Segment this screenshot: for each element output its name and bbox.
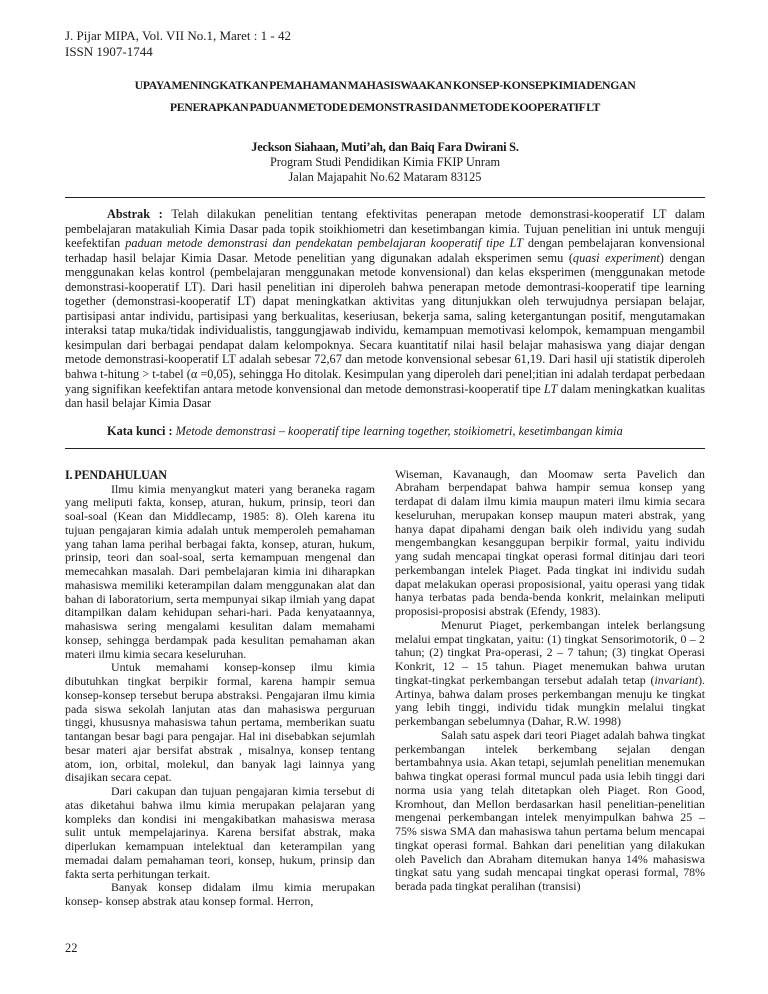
body-paragraph: Ilmu kimia menyangkut materi yang beraneka ragam yang meliputi fakta, konsep, aturan, hukum, prinsip, teori dan soal-soal (Kean dan Middlecamp, 1985: 8). Oleh karena itu tujuan pengajaran kimia adalah untuk memperoleh pemahaman yang tahan lama perihal berbagai fakta, konsep, aturan, hukum, prinsip, teori dan soal-soal, serta kemampuan mengenal dan memecahkan masalah. Dari pembelajaran kimia ini diharapkan mahasiswa memiliki keterampilan dalam menggunakan alat dan bahan di laboratorium, serta mempunyai sikap ilmiah yang dapat ditampilkan dalam kehidupan sehari-hari. Pada kenyataannya, mahasiswa sering mengalami kesulitan dalam memahami konsep, sehingga berdampak pada kesulitan pemahaman akan materi ilmu kimia secara keseluruhan. (65, 481, 375, 661)
section-heading-pendahuluan: I. PENDAHULUAN (65, 467, 167, 482)
abstract-paragraph: Abstrak : Telah dilakukan penelitian tentang efektivitas penerapan metode demonstrasi-kooperatif LT dalam pembelajaran matakuliah Kimia Dasar pada topik stoikhiometri dan kesetimbangan kimia. Tujuan penelitian ini untuk menguji keefektifan paduan metode demonstrasi dan pendekatan pembelajaran kooperatif tipe LT dengan pembelajaran konvensional terhadap hasil belajar Kimia Dasar. Metode penelitian yang digunakan adalah eksperimen semu (quasi experiment) dengan menggunakan kelas kontrol (pembelajaran menggunakan metode konvensional) dan kelas eksperimen (menggunakan metode demonstrasi-kooperatif LT). Dari hasil penelitian ini diperoleh bahwa penerapan metode demontrasi-kooperatif tipe learning together (demonstrasi-kooperatif LT) dapat meningkatkan aktivitas yang ditunjukkan oleh terwujudnya persiapan belajar, partisipasi antar individu, partisipasi yang berkualitas, keseriusan, bekerja sama, saling ketergantungan positif, mengutamakan interaksi tatap muka/tidak individualistis, tanggungjawab individu, kemampuan memotivasi kelompok, kemampuan mengambil kesimpulan dari berbagai pendapat dalam kelompoknya. Secara kuantitatif nilai hasil belajar mahasiswa yang diajar dengan metode demonstrasi-kooperatif LT adalah sebesar 72,67 dan metode konvensional sebesar 61,19. Dari hasil uji statistik diperoleh bahwa t-hitung > t-tabel (α =0,05), sehingga Ho ditolak. Kesimpulan yang diperoleh dari penel;itian ini adalah terdapat perbedaan yang signifikan keefektifan antara metode konvensional dan metode demonstrasi-kooperatif tipe LT dalam meningkatkan kualitas dan hasil belajar Kimia Dasar (65, 207, 705, 411)
authors-affiliation: Program Studi Pendidikan Kimia FKIP Unram (269, 155, 501, 169)
paper-title (65, 74, 705, 118)
column-left (65, 468, 375, 909)
paper-title-line-1: UPAYA MENINGKATKAN PEMAHAMAN MAHASISWA AKAN KONSEP-KONSEP KIMIA DENGAN (134, 78, 636, 92)
keywords-line: Kata kunci : Metode demonstrasi – kooperatif tipe learning together, stoikiometri, kesetimbangan kimia (107, 423, 623, 438)
authors-block (65, 140, 705, 185)
page-header (65, 28, 705, 60)
column-right (395, 468, 705, 909)
issn-line: ISSN 1907-1744 (65, 44, 153, 59)
body-paragraph: Salah satu aspek dari teori Piaget adalah bahwa tingkat perkembangan intelek berkembang sejalan dengan bertambahnya usia. Akan tetapi, sejumlah penelitian menemukan bahwa tingkat operasi formal muncul pada usia lebih tinggi dari norma usia yang telah ditetapkan oleh Piaget. Ron Good, Kromhout, dan Mellon berdasarkan hasil penelitian-penelitian mengenai perkembangan intelek menyimpulkan bahwa 25 – 75% siswa SMA dan mahasiswa tahun pertama belum mencapai tingkat operasi formal. Bahkan dari penelitian yang dilakukan oleh Pavelich dan Abraham ditemukan hanya 14% mahasiswa tingkat satu yang sudah mencapai tingkat operasi formal, 78% berada pada tingkat peralihan (transisi) (395, 727, 705, 894)
authors-names: Jeckson Siahaan, Muti’ah, dan Baiq Fara Dwirani S. (251, 140, 519, 154)
body-paragraph: Untuk memahami konsep-konsep ilmu kimia dibutuhkan tingkat berpikir formal, karena hampir semua konsep-konsep tersebut berupa abstraksi. Pengajaran ilmu kimia pada siswa sekolah lanjutan atas dan mahasiswa perguruan tinggi, khususnya mahasiswa tahun pertama, memberikan suatu tantangan besar bagi para pengajar. Hal ini disebabkan sejumlah besar materi ajar bersifat abstrak , misalnya, konsep tentang atom, ion, orbital, molekul, dan banyak lagi lainnya yang disajikan secara cepat. (65, 660, 375, 785)
divider-below-keywords (65, 448, 705, 449)
body-paragraph: Menurut Piaget, perkembangan intelek berlangsung melalui empat tingkatan, yaitu: (1) tingkat Sensorimotorik, 0 – 2 tahun; (2) tingkat Pra-operasi, 2 – 7 tahun; (3) tingkat Operasi Konkrit, 12 – 15 tahun. Piaget menemukan bahwa urutan tingkat-tingkat perkembangan tersebut adalah tetap (invariant). Artinya, bahwa dalam proses perkembangan menuju ke tingkat yang lebih tinggi, individu tidak mungkin melalui tingkat perkembangan sebelumnya (Dahar, R.W. 1998) (395, 617, 705, 729)
body-paragraph: Banyak konsep didalam ilmu kimia merupakan konsep- konsep abstrak atau konsep formal. Herron, (65, 880, 375, 909)
page-number: 22 (65, 941, 78, 955)
body-paragraph: Wiseman, Kavanaugh, dan Moomaw serta Pavelich dan Abraham berpendapat bahwa hampir semua konsep yang terdapat di dalam ilmu kimia maupun materi ilmu kimia secara keseluruhan, merupakan konsep maupun materi abstrak, yang hanya dapat dipahami dengan baik oleh individu yang sudah mengembangkan kesanggupan berpikir formal, yaitu individu yang sudah mencapai tingkat operasi formal ditinjau dari teori perkembangan intelek Piaget. Pada tingkat ini individu sudah dapat melakukan operasi proposisional, yaitu operasi yang tidak hanya terbatas pada benda-benda konkrit, melainkan meliputi proposisi-proposisi abstrak (Efendy, 1983). (395, 466, 705, 619)
body-paragraph: Dari cakupan dan tujuan pengajaran kimia tersebut di atas diketahui bahwa ilmu kimia merupakan pelajaran yang kompleks dan kondisi ini mengakibatkan mahasiswa merasa sulit untuk mempelajarinya. Karena bersifat abstrak, maka diperlukan kemampuan intelektual dan keterampilan yang memadai dalam pemahaman teori, konsep, hukum, prinsip dan fakta serta perhitungan terkait. (65, 784, 375, 881)
paper-title-line-2: PENERAPKAN PADUAN METODE DEMONSTRASI DAN METODE KOOPERATIF LT (169, 100, 601, 114)
divider-above-abstract (65, 197, 705, 198)
journal-line: J. Pijar MIPA, Vol. VII No.1, Maret : 1 - 42 (65, 28, 291, 43)
two-column-body (65, 468, 705, 909)
authors-address: Jalan Majapahit No.62 Mataram 83125 (288, 170, 482, 184)
